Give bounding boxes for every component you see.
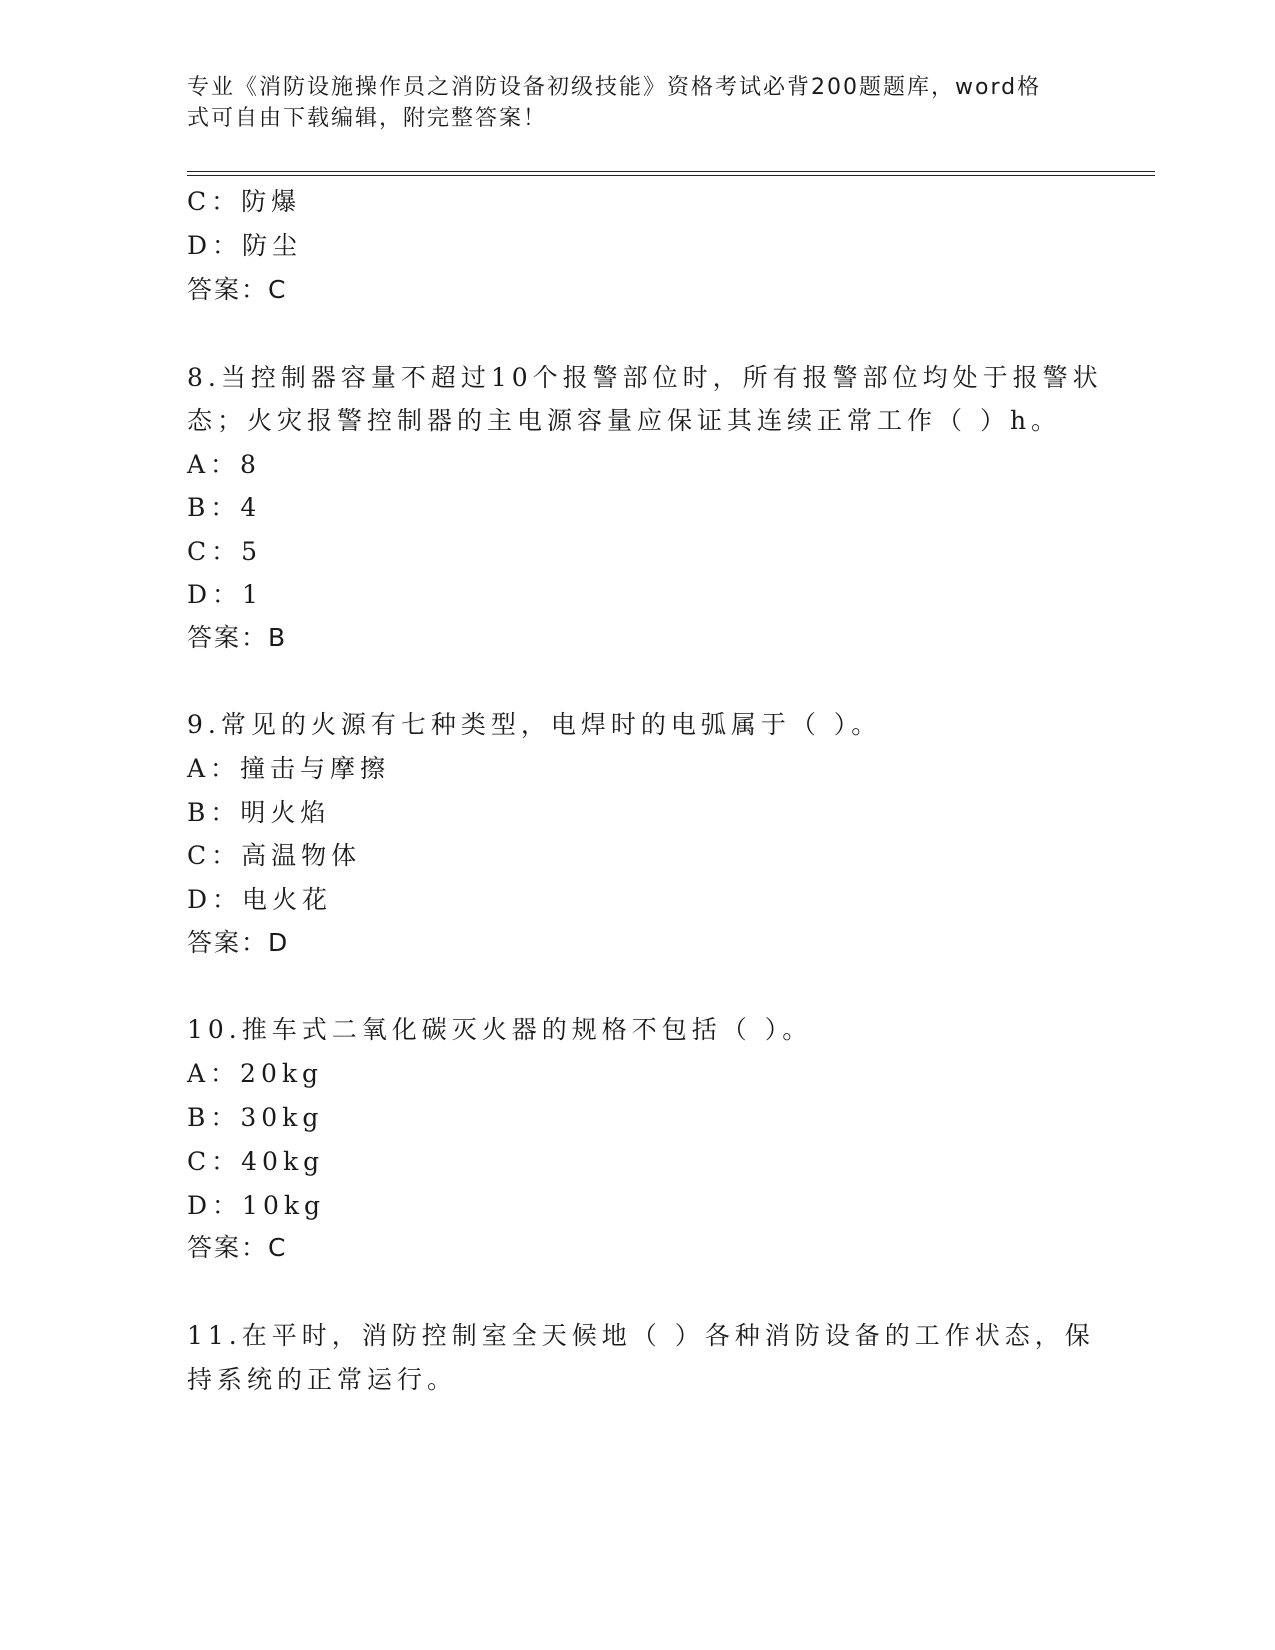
question-11-line-2: 持系统的正常运行。 — [187, 1365, 458, 1394]
option-b: B：30kg — [187, 1103, 324, 1132]
question-9: 9.常见的火源有七种类型，电焊时的电弧属于（ ）。 — [187, 710, 882, 739]
option-d: D：10kg — [187, 1191, 326, 1220]
option-c: C：40kg — [187, 1147, 325, 1176]
answer: 答案：B — [187, 623, 288, 652]
header-rule-top — [187, 171, 1155, 172]
question-10: 10.推车式二氧化碳灭火器的规格不包括（ ）。 — [187, 1015, 813, 1044]
question-8-line-2: 态；火灾报警控制器的主电源容量应保证其连续正常工作（ ）h。 — [187, 406, 1062, 435]
question-8-line-1: 8.当控制器容量不超过10个报警部位时，所有报警部位均处于报警状 — [187, 363, 1103, 392]
answer: 答案：D — [187, 928, 290, 957]
option-b: B：明火焰 — [187, 798, 331, 827]
option-b: B：4 — [187, 493, 262, 522]
answer: 答案：C — [187, 1233, 288, 1262]
header-rule-bottom — [187, 175, 1155, 176]
option-c: C：高温物体 — [187, 841, 362, 870]
option-c: C：5 — [187, 537, 263, 566]
option-a: A：8 — [187, 450, 261, 479]
option-a: A：撞击与摩擦 — [187, 754, 391, 783]
header-title-line-2: 式可自由下载编辑，附完整答案！ — [187, 106, 548, 131]
option-d: D：电火花 — [187, 885, 333, 914]
option-a: A：20kg — [187, 1059, 324, 1088]
answer: 答案：C — [187, 275, 288, 304]
option-d: D：防尘 — [187, 231, 303, 260]
question-11-line-1: 11.在平时，消防控制室全天候地（ ）各种消防设备的工作状态，保 — [187, 1321, 1095, 1350]
option-d: D：1 — [187, 580, 263, 609]
option-c: C：防爆 — [187, 187, 302, 216]
header-title-line-1: 专业《消防设施操作员之消防设备初级技能》资格考试必背200题题库，word格 — [187, 75, 1042, 100]
